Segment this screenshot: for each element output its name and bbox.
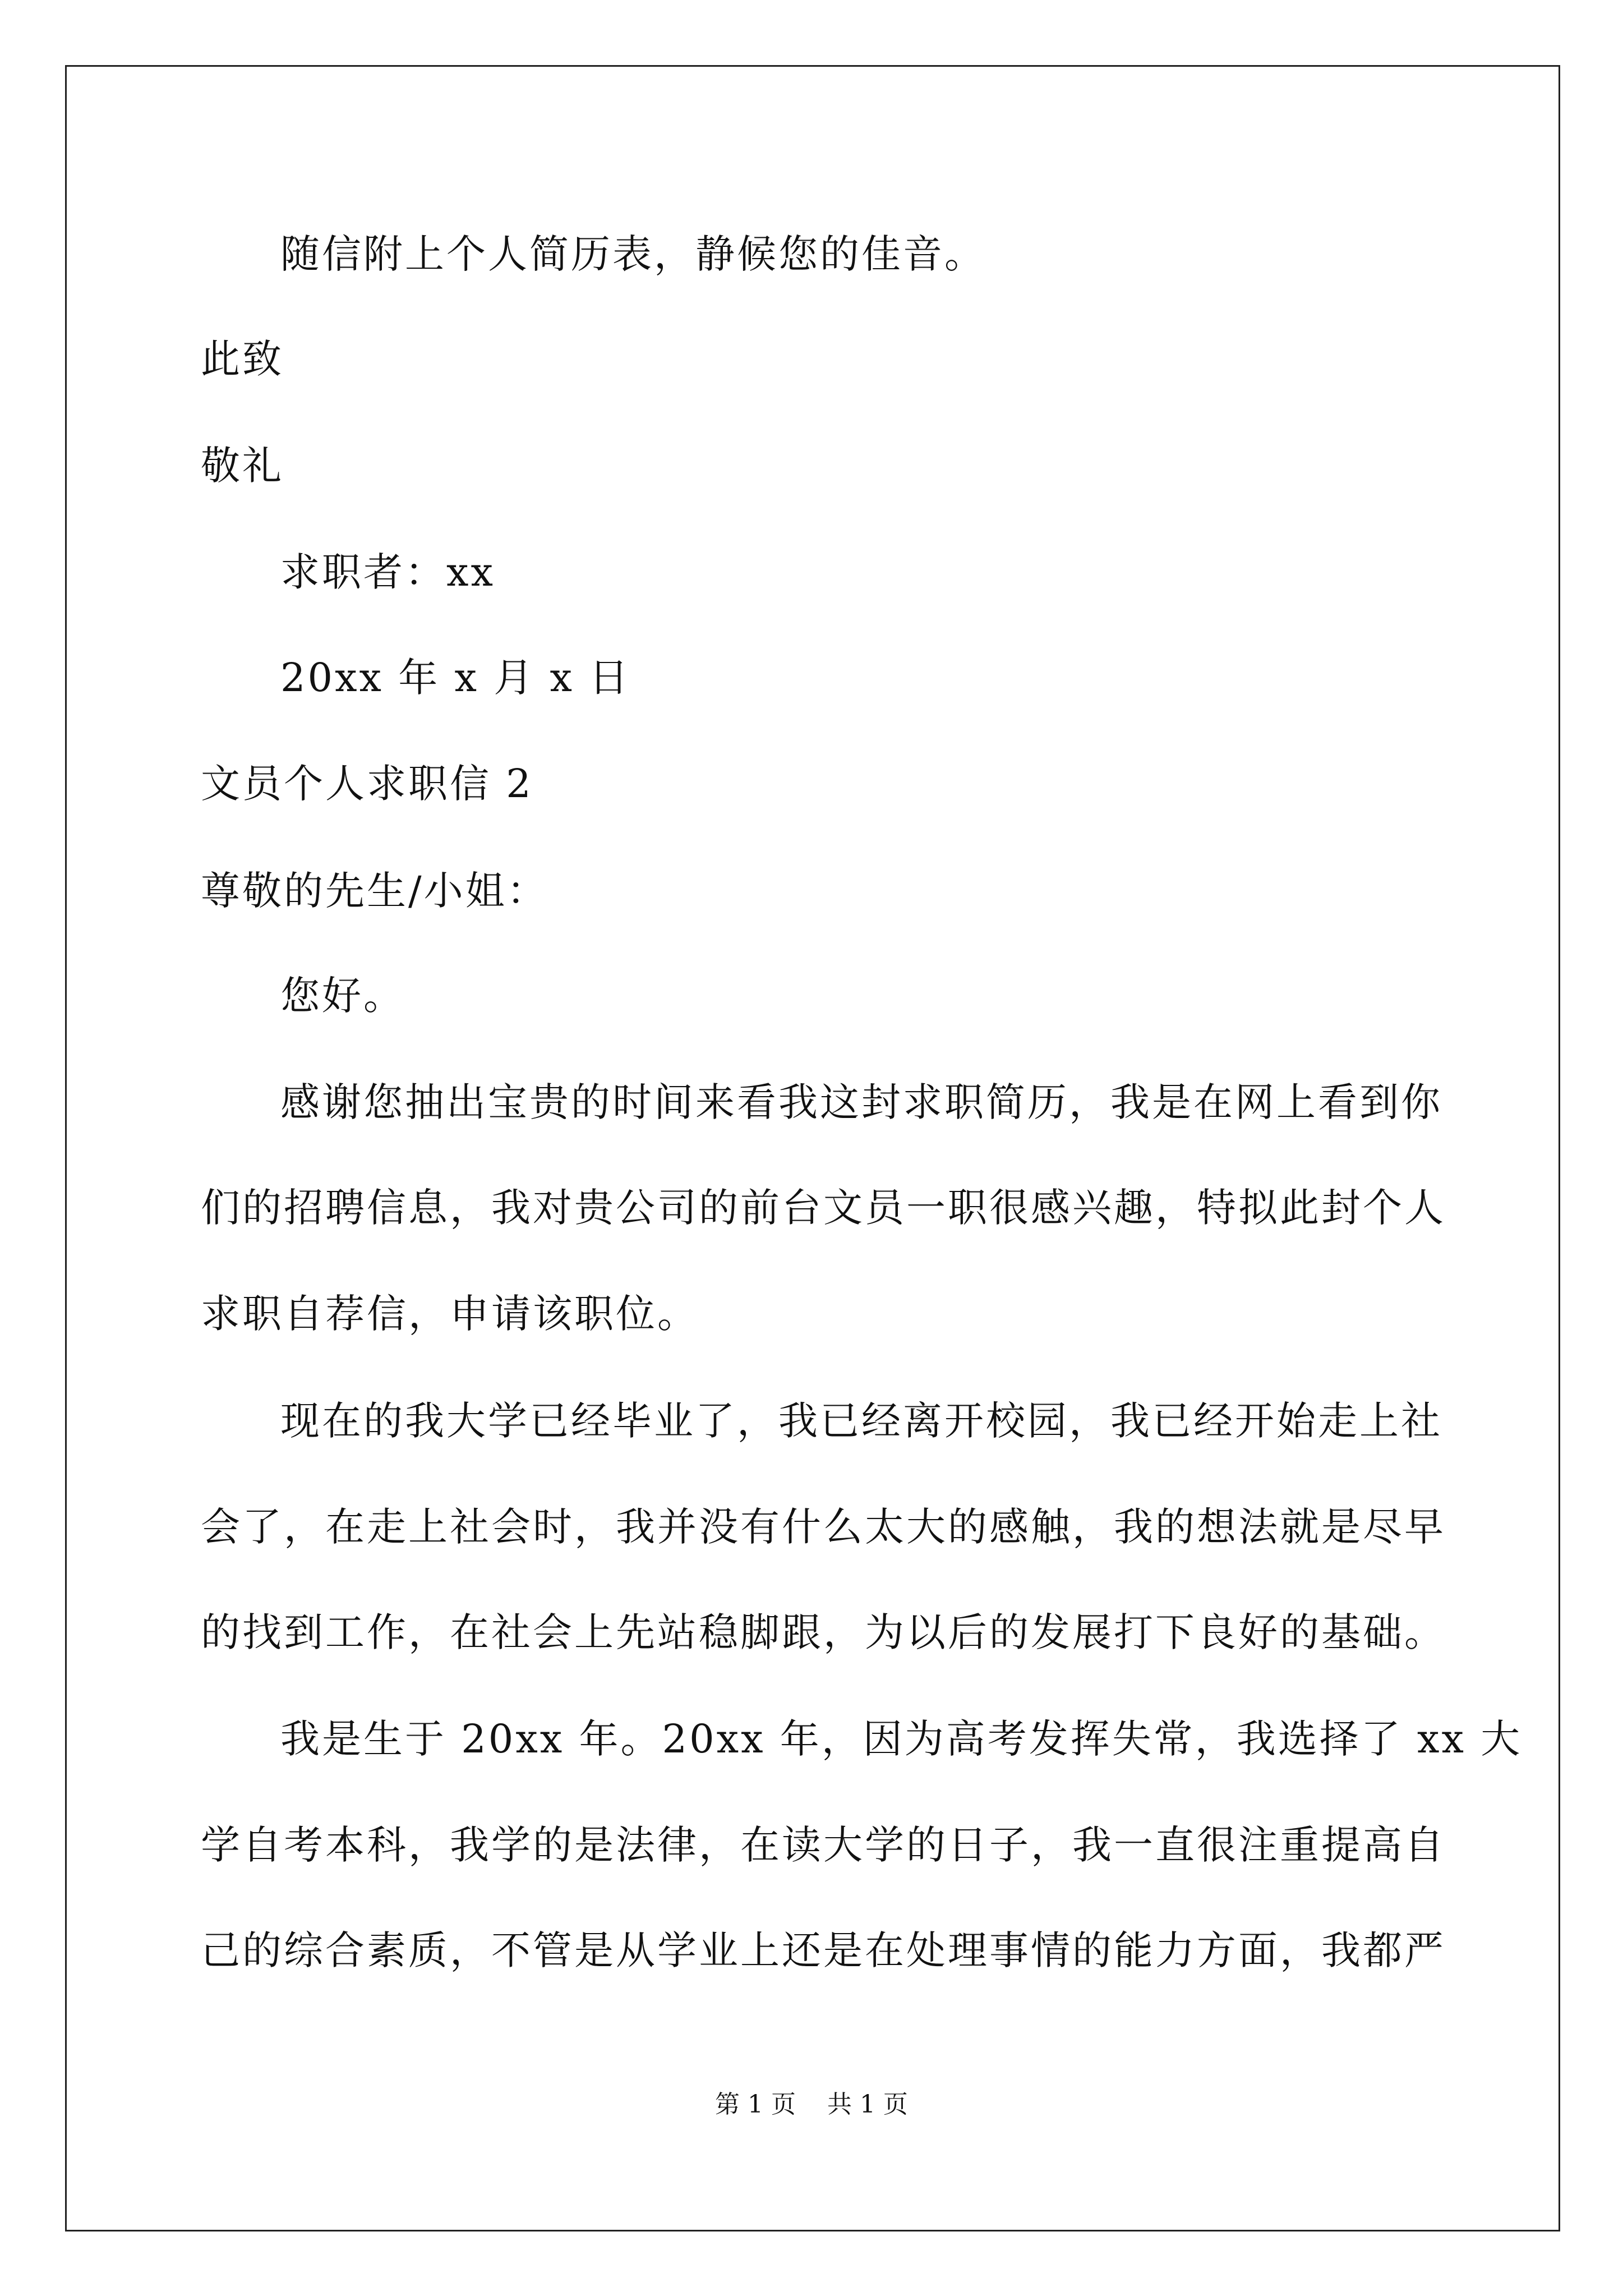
paragraph-1-line-1: 感谢您抽出宝贵的时间来看我这封求职简历，我是在网上看到你 xyxy=(280,1079,1442,1125)
greeting: 尊敬的先生/小姐： xyxy=(201,868,548,914)
paragraph-3-line-1: 我是生于 20xx 年。20xx 年，因为高考发挥失常，我选择了 xx 大 xyxy=(280,1716,1523,1762)
page-footer: 第 1 页 共 1 页 xyxy=(715,2090,908,2119)
letter-date: 20xx 年 x 月 x 日 xyxy=(280,655,631,701)
greeting-hello: 您好。 xyxy=(280,973,405,1019)
paragraph-2-line-3: 的找到工作，在社会上先站稳脚跟，为以后的发展打下良好的基础。 xyxy=(201,1609,1446,1655)
paragraph-2-line-2: 会了，在走上社会时，我并没有什么太大的感触，我的想法就是尽早 xyxy=(201,1504,1446,1550)
letter-title: 文员个人求职信 2 xyxy=(201,761,533,807)
body-line-1: 随信附上个人简历表，静候您的佳音。 xyxy=(280,231,986,277)
paragraph-3-line-2: 学自考本科，我学的是法律，在读大学的日子，我一直很注重提高自 xyxy=(201,1822,1446,1868)
paragraph-1-line-3: 求职自荐信，申请该职位。 xyxy=(201,1291,699,1337)
paragraph-1-line-2: 们的招聘信息，我对贵公司的前台文员一职很感兴趣，特拟此封个人 xyxy=(201,1185,1446,1231)
closing-salutation: 此致 xyxy=(201,336,284,382)
applicant-signature: 求职者：xx xyxy=(280,549,495,595)
paragraph-3-line-3: 己的综合素质，不管是从学业上还是在处理事情的能力方面，我都严 xyxy=(201,1927,1446,1973)
page-border xyxy=(65,65,1560,2231)
paragraph-2-line-1: 现在的我大学已经毕业了，我已经离开校园，我已经开始走上社 xyxy=(280,1398,1442,1444)
closing-regards: 敬礼 xyxy=(201,443,284,489)
